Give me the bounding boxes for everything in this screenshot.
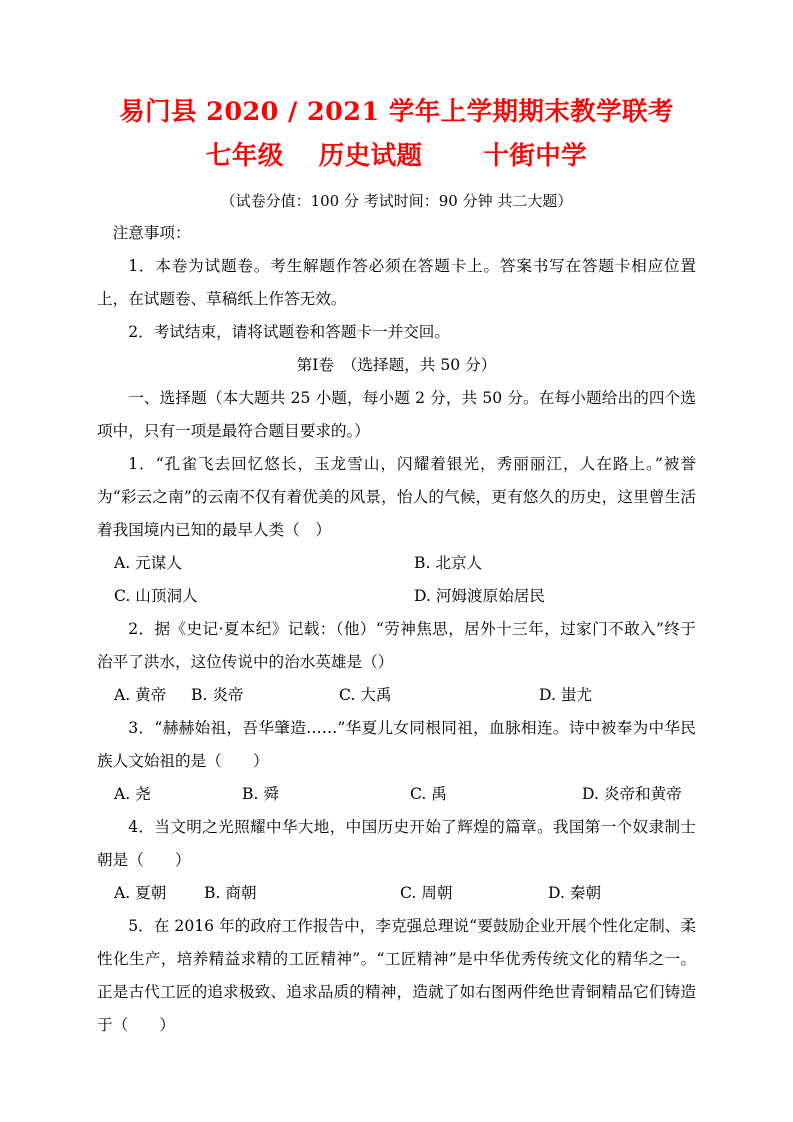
- question-item: [97, 910, 696, 1042]
- option-row: [97, 778, 696, 811]
- option-a[interactable]: A. 元谋人: [114, 554, 182, 572]
- part-instruction: 一、选择题（本大题共 25 小题，每小题 2 分，共 50 分。在每小题给出的四个选项中，只有一项是最符合题目要求的。）: [97, 389, 696, 440]
- option-row: [97, 580, 696, 613]
- question-item: [97, 712, 696, 811]
- option-c[interactable]: C. 禹: [410, 785, 447, 803]
- option-a[interactable]: A. 夏朝: [114, 884, 167, 902]
- section-one: [97, 349, 696, 448]
- option-row: [97, 679, 696, 712]
- option-d[interactable]: D. 炎帝和黄帝: [582, 785, 682, 803]
- option-c[interactable]: C. 大禹: [339, 686, 392, 704]
- paper-part-label: 第Ⅰ卷 （选择题，共 50 分）: [296, 356, 497, 374]
- option-d[interactable]: D. 河姆渡原始居民: [414, 587, 546, 605]
- option-b[interactable]: B. 商朝: [204, 884, 257, 902]
- option-c[interactable]: C. 周朝: [400, 884, 453, 902]
- option-d[interactable]: D. 蚩尤: [539, 686, 593, 704]
- notice-heading: 注意事项：: [112, 224, 191, 242]
- notice-section: [97, 217, 696, 349]
- question-stem: 4．当文明之光照耀中华大地，中国历史开始了辉煌的篇章。我国第一个奴隶制士朝是（ ）: [97, 818, 696, 869]
- option-row: [97, 547, 696, 580]
- option-a[interactable]: A. 黄帝: [114, 686, 167, 704]
- option-b[interactable]: B. 炎帝: [191, 686, 244, 704]
- question-stem: 2．据《史记·夏本纪》记载：（他）“劳神焦思，居外十三年，过家门不敢入”终于治平了洪水，这位传说中的治水英雄是（）: [97, 620, 696, 671]
- notice-item: 2．考试结束，请将试题卷和答题卡一并交回。: [128, 323, 450, 341]
- question-item: [97, 613, 696, 712]
- question-item: [97, 811, 696, 910]
- exam-meta-line: （试卷分值：100 分 考试时间：90 分钟 共二大题）: [220, 192, 573, 210]
- question-item: [97, 448, 696, 613]
- question-stem: 3．“赫赫始祖，吾华肇造……”华夏儿女同根同祖，血脉相连。诗中被奉为中华民族人文始祖的是（ ）: [97, 719, 696, 770]
- page-subtitle: 七年级 历史试题 十街中学: [205, 141, 588, 171]
- option-b[interactable]: B. 北京人: [414, 554, 483, 572]
- notice-item: 1．本卷为试题卷。考生解题作答必须在答题卡上。答案书写在答题卡相应位置上，在试题卷、草稿纸上作答无效。: [97, 257, 696, 308]
- option-c[interactable]: C. 山顶洞人: [114, 587, 198, 605]
- page-title: 易门县 2020 / 2021 学年上学期期末教学联考: [119, 97, 674, 127]
- question-list: [97, 448, 696, 1042]
- exam-header: [97, 0, 696, 217]
- option-d[interactable]: D. 秦朝: [548, 884, 602, 902]
- question-stem: 1．“孔雀飞去回忆悠长，玉龙雪山，闪耀着银光，秀丽丽江，人在路上。”被誉为“彩云之南”的云南不仅有着优美的风景，怡人的气候，更有悠久的历史，这里曾生活着我国境内已知的最早人类（ ）: [97, 455, 696, 539]
- option-b[interactable]: B. 舜: [242, 785, 279, 803]
- question-stem: 5．在 2016 年的政府工作报告中，李克强总理说“要鼓励企业开展个性化定制、柔性化生产，培养精益求精的工匠精神”。“工匠精神”是中华优秀传统文化的精华之一。正是古代工匠的追求极致、追求品质的精神，造就了如右图两件绝世青铜精品它们铸造于（ ）: [97, 917, 696, 1034]
- option-a[interactable]: A. 尧: [114, 785, 151, 803]
- option-row: [97, 877, 696, 910]
